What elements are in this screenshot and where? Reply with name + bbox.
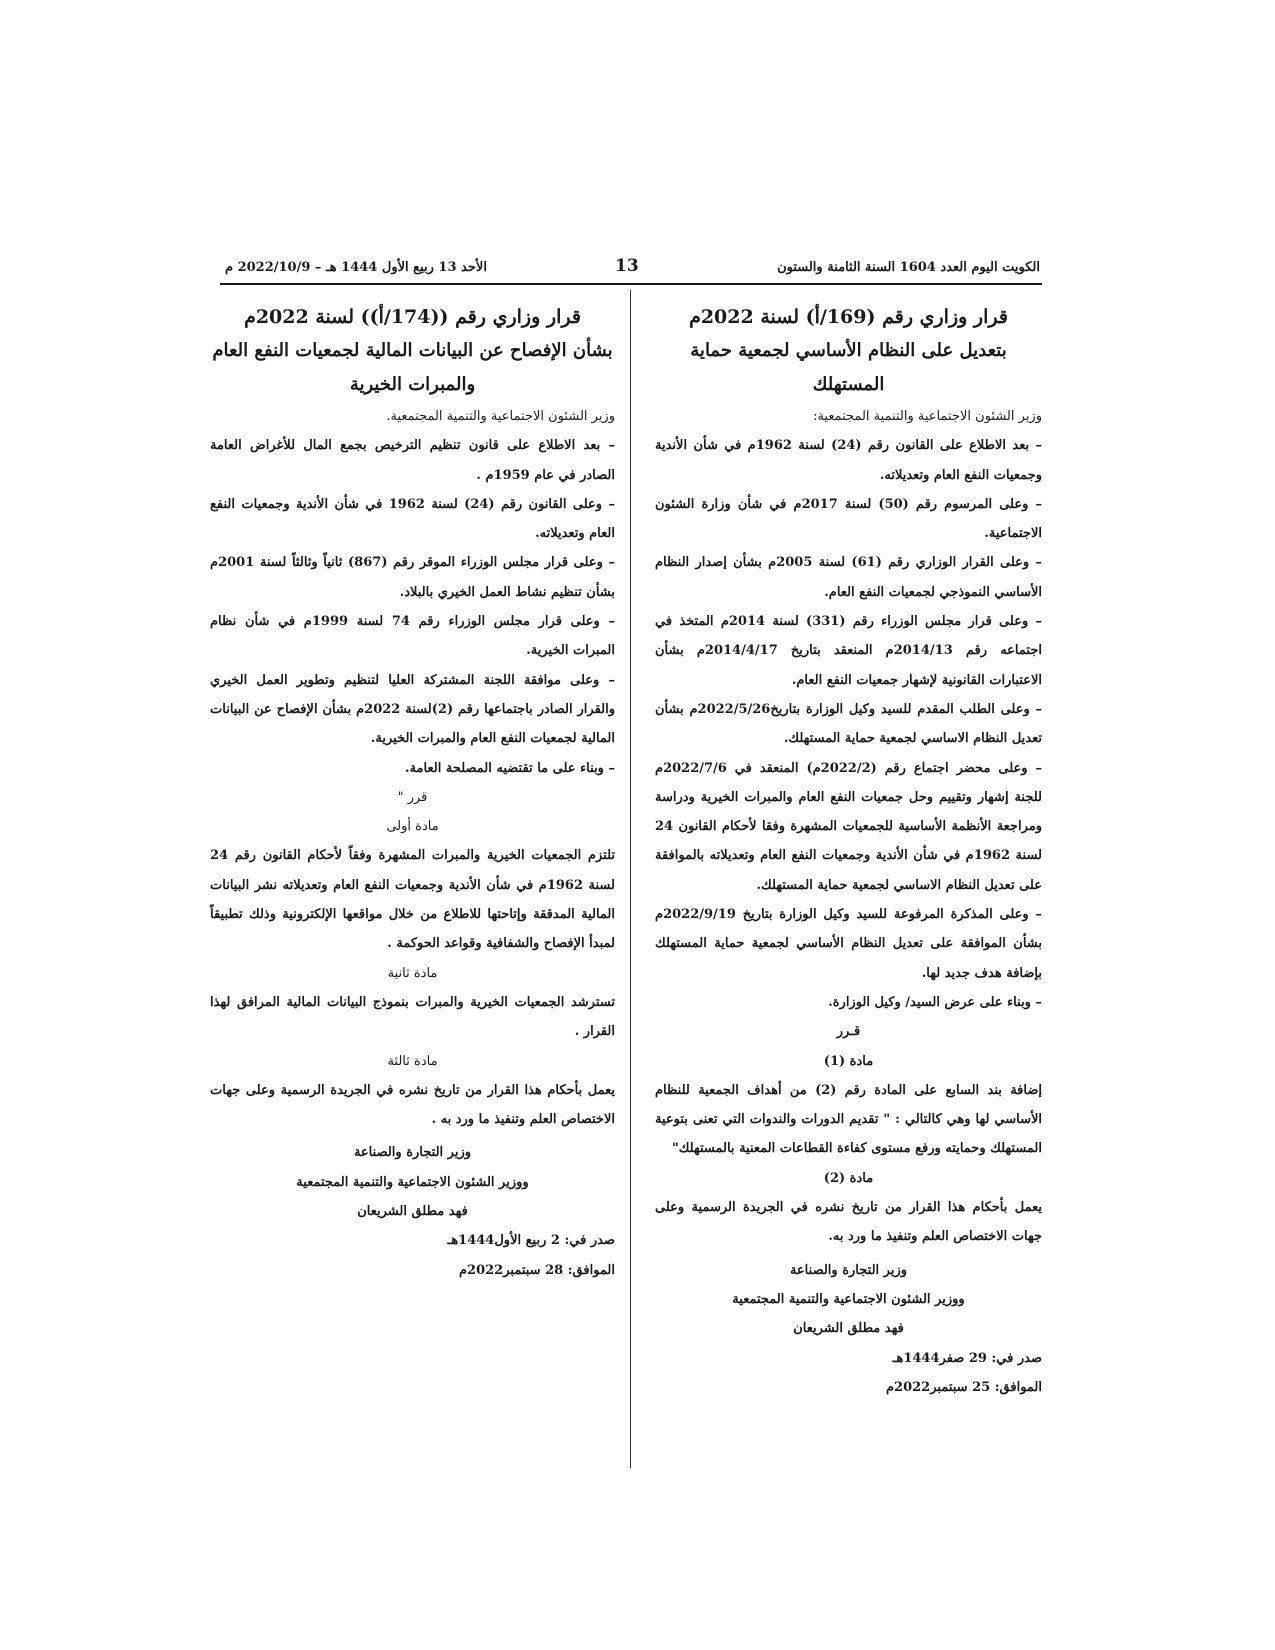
- article-text: يعمل بأحكام هذا القرار من تاريخ نشره في الجريدة الرسمية وعلى جهات الاختصاص العلم وتنفيذ ما ورد به .: [210, 1082, 615, 1128]
- preamble-item: – وعلى قرار مجلس الوزراء رقم (331) لسنة 2014م المتخذ في اجتماعه رقم 2014/13م المنعقد بتاريخ 2014/4/17م بشأن الاعتبارات القانونية لإشهار جمعيات النفع العام.: [655, 614, 1042, 688]
- preamble-item: – وعلى موافقة اللجنة المشتركة العليا لتنظيم وتطوير العمل الخيري والقرار الصادر باجتماعها رقم (2)لسنة 2022م بشأن الإفصاح عن البيانات المالية لجمعيات النفع العام والمبرات الخيرية.: [210, 672, 615, 747]
- article-title: مادة ثانية: [387, 965, 438, 981]
- signatory-name: فهد مطلق الشريعان: [793, 1321, 904, 1337]
- signature-block: [210, 1138, 615, 1226]
- header-date: الأحد 13 ربيع الأول 1444 هـ – 2022/10/9 م: [225, 260, 487, 275]
- decision-title: قرار وزاري رقم (169/أ) لسنة 2022م: [689, 306, 1008, 328]
- header-issue: الكويت اليوم العدد 1604 السنة الثامنة والستون: [777, 260, 1040, 275]
- preamble-item: – وبناء على عرض السيد/ وكيل الوزارة.: [828, 994, 1042, 1010]
- article-text: إضافة بند السابع على المادة رقم (2) من أهداف الجمعية للنظام الأساسي لها وهي كالتالي : " تقديم الدورات والندوات التي تعنى بتوعية المستهلك وحمايته ورفع مستوى كفاءة القطاعات المعنية بالمستهلك": [655, 1082, 1042, 1157]
- minister-line: وزير الشئون الاجتماعية والتنمية المجتمعية:: [813, 409, 1042, 424]
- page-header: [225, 256, 1040, 282]
- signature-block: [655, 1256, 1042, 1344]
- preamble-item: – وعلى قرار مجلس الوزراء الموقر رقم (867) ثانياً وثالثاً لسنة 2001م بشأن تنظيم نشاط العمل الخيري بالبلاد.: [210, 555, 615, 600]
- gregorian-date: الموافق: 28 سبتمبر2022م: [458, 1262, 615, 1278]
- preamble-item: – وعلى المذكرة المرفوعة للسيد وكيل الوزارة بتاريخ 2022/9/19م بشأن الموافقة على تعديل النظام الأساسي لجمعية حماية المستهلك بإضافة هدف جديد لها.: [655, 907, 1042, 981]
- signatory-title: وزير التجارة والصناعة: [789, 1262, 908, 1278]
- article-text: تلتزم الجمعيات الخيرية والمبرات المشهرة وفقاً لأحكام القانون رقم 24 لسنة 1962م في شأن الأندية وجمعيات النفع العام وتعديلاته نشر البيانات المالية المدققة وإتاحتها للاطلاع من خلال مواقعها الإلكترونية وذلك تطبيقاً لمبدأ الإفصاح والشفافية وقواعد الحوكمة .: [210, 848, 615, 952]
- decision-169: [655, 300, 1042, 1402]
- preamble-item: – وعلى المرسوم رقم (50) لسنة 2017م في شأن وزارة الشئون الاجتماعية.: [655, 496, 1043, 542]
- signatory-title: ووزير الشئون الاجتماعية والتنمية المجتمعية: [296, 1174, 529, 1190]
- minister-line: وزير الشئون الاجتماعية والتنمية المجتمعية.: [386, 409, 615, 424]
- signatory-name: فهد مطلق الشريعان: [357, 1204, 468, 1220]
- decision-174: [210, 300, 615, 1285]
- signatory-title: ووزير الشئون الاجتماعية والتنمية المجتمعية: [732, 1291, 965, 1307]
- article-title: مادة (2): [823, 1170, 874, 1186]
- preamble-item: – وعلى قرار مجلس الوزراء رقم 74 لسنة 1999م في شأن نظام المبرات الخيرية.: [210, 614, 615, 659]
- article-text: تسترشد الجمعيات الخيرية والمبرات بنموذج البيانات المالية المرافق لهذا القرار .: [210, 994, 615, 1040]
- decision-title: قرار وزاري رقم ((174/أ)) لسنة 2022م: [244, 306, 581, 328]
- decided-heading: قـرر: [836, 1024, 861, 1040]
- preamble-item: – بعد الاطلاع على القانون رقم (24) لسنة 1962م في شأن الأندية وجمعيات النفع العام وتعديلاته.: [655, 438, 1043, 483]
- preamble-item: – بعد الاطلاع على قانون تنظيم الترخيص بجمع المال للأغراض العامة الصادر في عام 1959م .: [210, 438, 615, 483]
- decision-subject: بتعديل على النظام الأساسي لجمعية حماية المستهلك: [690, 340, 1007, 395]
- decision-subject: بشأن الإفصاح عن البيانات المالية لجمعيات النفع العام والمبرات الخيرية: [212, 340, 613, 395]
- gregorian-date: الموافق: 25 سبتمبر2022م: [885, 1379, 1042, 1395]
- issued-date: صدر في: 2 ربيع الأول1444هـ: [447, 1233, 615, 1249]
- article-title: مادة أولى: [386, 819, 439, 835]
- preamble-item: – وعلى محضر اجتماع رقم (2022/2م) المنعقد في 2022/7/6م للجنة إشهار وتقييم وحل جمعيات النفع العام والمبرات الخيرية ودراسة ومراجعة الأنظمة الأساسية للجمعيات المشهرة وفقا لأحكام القانون 24 لسنة 1962م في شأن الأندية وجمعيات النفع العام وتعديلاته بالموافقة على تعديل النظام الاساسي لجمعية حماية المستهلك.: [655, 760, 1042, 893]
- signatory-title: وزير التجارة والصناعة: [353, 1145, 472, 1161]
- header-rule: [220, 283, 1042, 285]
- preamble-item: – وعلى الطلب المقدم للسيد وكيل الوزارة بتاريخ2022/5/26م بشأن تعديل النظام الاساسي لجمعية حماية المستهلك.: [655, 701, 1042, 747]
- issued-date: صدر في: 29 صفر1444هـ: [892, 1350, 1042, 1366]
- preamble-item: – وبناء على ما تقتضيه المصلحة العامة.: [405, 760, 615, 776]
- preamble-item: – وعلى القانون رقم (24) لسنة 1962 في شأن الأندية وجمعيات النفع العام وتعديلاته.: [210, 496, 615, 542]
- page-number: 13: [615, 256, 639, 276]
- article-title: مادة ثالثة: [387, 1053, 438, 1069]
- article-title: مادة (1): [823, 1053, 874, 1069]
- column-divider: [630, 290, 631, 1468]
- article-text: يعمل بأحكام هذا القرار من تاريخ نشره في الجريدة الرسمية وعلى جهات الاختصاص العلم وتنفيذ ما ورد به.: [655, 1200, 1042, 1245]
- preamble-item: – وعلى القرار الوزاري رقم (61) لسنة 2005م بشأن إصدار النظام الأساسي النموذجي لجمعيات النفع العام.: [655, 555, 1042, 600]
- decided-heading: قرر ": [397, 789, 428, 805]
